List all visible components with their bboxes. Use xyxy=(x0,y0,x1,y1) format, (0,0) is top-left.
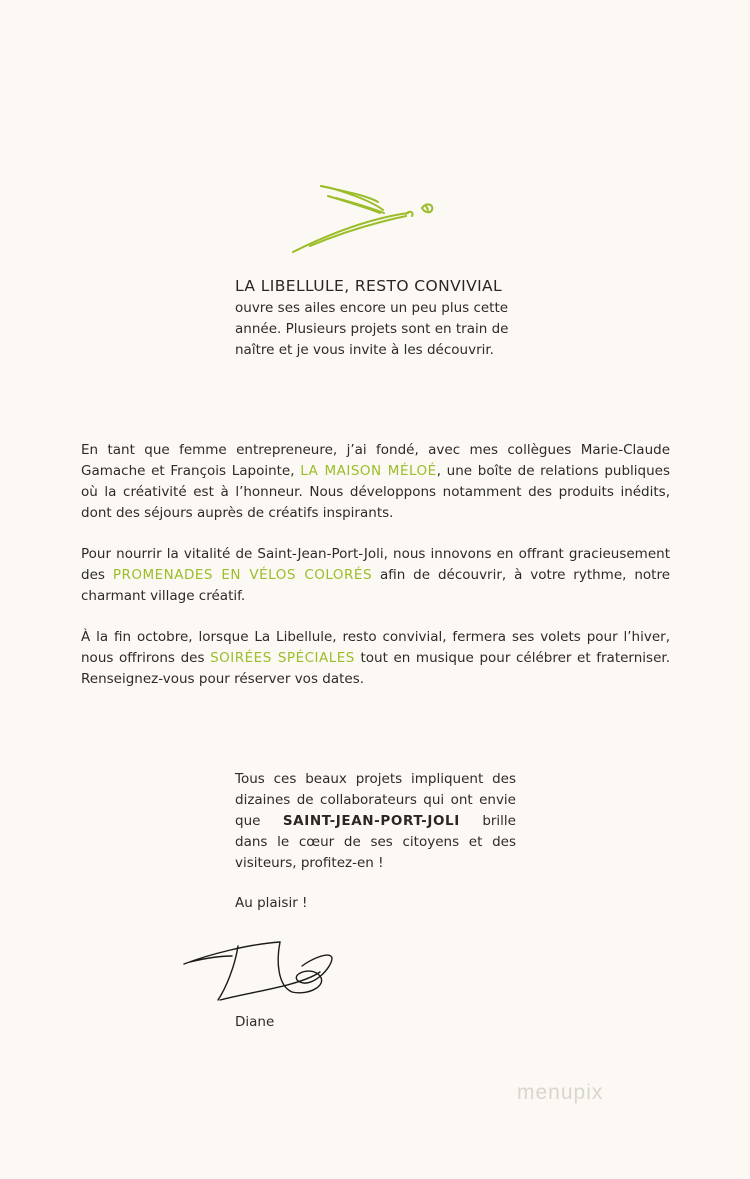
intro-title: LA LIBELLULE, RESTO CONVIVIAL xyxy=(235,277,503,295)
highlight-maison-meloe: LA MAISON MÉLOÉ xyxy=(300,463,437,479)
farewell: Au plaisir ! xyxy=(235,895,308,911)
highlight-soirees: SOIRÉES SPÉCIALES xyxy=(210,650,355,666)
closing-block xyxy=(235,769,516,874)
paragraph-text: À la fin octobre, lorsque La Libellule, resto convivial, fermera ses volets pour l’hiver, nous offrirons des xyxy=(81,629,670,666)
closing-paragraph xyxy=(235,769,516,874)
paragraph-promenades xyxy=(81,544,670,607)
paragraph-text: tout en musique pour célébrer et fraterniser. Renseignez-vous pour réserver vos dates. xyxy=(81,650,670,687)
signer-name: Diane xyxy=(235,1014,275,1030)
highlight-promenades: PROMENADES EN VÉLOS COLORÉS xyxy=(112,567,373,583)
intro-body: ouvre ses ailes encore un peu plus cette année. Plusieurs projets sont en train de naître et je vous invite à les découvrir. xyxy=(235,300,509,358)
paragraph-text: afin de découvrir, à votre rythme, notre charmant village créatif. xyxy=(81,567,671,604)
paragraph-text: Pour nourrir la vitalité de Saint-Jean-Port-Joli, nous innovons en offrant gracieusement des xyxy=(81,546,670,583)
paragraph-text: En tant que femme entrepreneure, j’ai fondé, avec mes collègues Marie-Claude Gamache et François Lapointe, xyxy=(81,442,670,479)
paragraph-text: , une boîte de relations publiques où la créativité est à l’honneur. Nous développons notamment des produits inédits, dont des séjours auprès de créatifs inspirants. xyxy=(81,463,670,521)
dragonfly-logo-icon xyxy=(288,180,448,258)
paragraph-soirees xyxy=(81,627,670,690)
main-body xyxy=(81,440,670,710)
signature-icon xyxy=(180,936,340,1006)
intro-block xyxy=(235,276,535,361)
paragraph-maison-meloe xyxy=(81,440,670,524)
closing-text: Tous ces beaux projets impliquent des dizaines de collaborateurs qui ont envie que xyxy=(235,771,516,829)
watermark: menupix xyxy=(517,1081,604,1104)
closing-village-name: SAINT-JEAN-PORT-JOLI xyxy=(282,813,460,829)
closing-text: brille dans le cœur de ses citoyens et des visiteurs, profitez-en ! xyxy=(235,813,516,871)
